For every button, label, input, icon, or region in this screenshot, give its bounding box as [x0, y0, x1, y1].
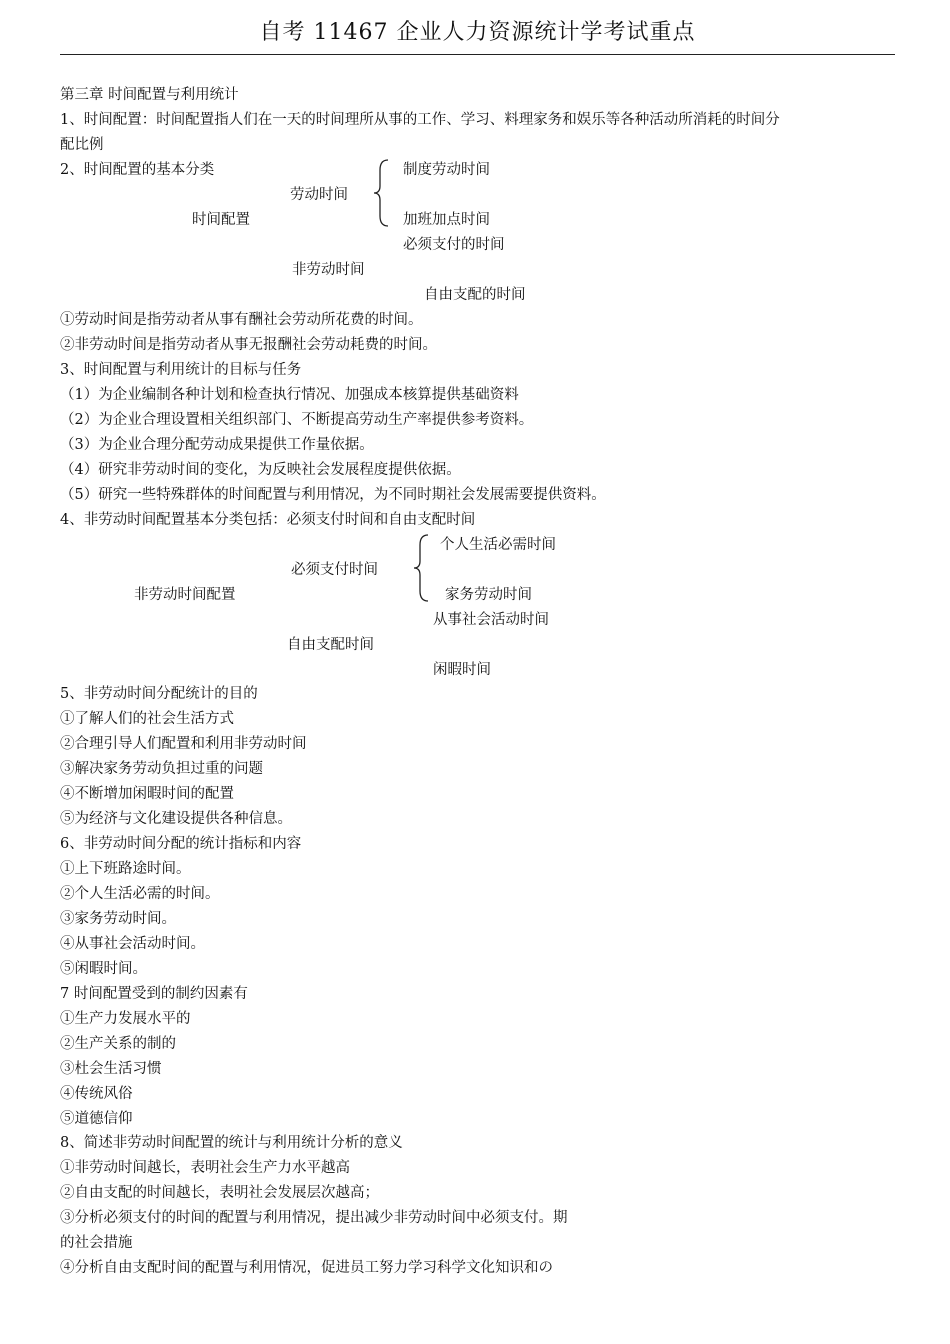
list-item: ②合理引导人们配置和利用非劳动时间	[60, 736, 307, 752]
list-item: （3）为企业合理分配劳动成果提供工作量依据。	[60, 437, 374, 453]
list-item: ②生产关系的制的	[60, 1036, 176, 1052]
chapter-heading: 第三章 时间配置与利用统计	[60, 87, 239, 103]
diagram2-required-household: 家务劳动时间	[445, 587, 532, 603]
diagram1-labor-overtime: 加班加点时间	[403, 212, 490, 228]
list-item: ③解决家务劳动负担过重的问题	[60, 761, 263, 777]
list-item: ①生产力发展水平的	[60, 1011, 191, 1027]
list-item: ④从事社会活动时间。	[60, 936, 205, 952]
diagram1-brace-icon	[372, 158, 392, 228]
diagram1-nonlabor: 非劳动时间	[292, 262, 365, 278]
definition-line-1: 1、时间配置：时间配置指人们在一天的时间理所从事的工作、学习、料理家务和娱乐等各种活动所消耗的时间分	[60, 112, 780, 128]
diagram2-free: 自由支配时间	[287, 637, 374, 653]
page-title: 自考 11467 企业人力资源统计学考试重点	[259, 20, 696, 45]
list-item: ②个人生活必需的时间。	[60, 886, 220, 902]
diagram2-brace-icon	[412, 533, 432, 603]
section-3-heading: 3、时间配置与利用统计的目标与任务	[60, 362, 302, 378]
diagram1-nonlabor-free: 自由支配的时间	[424, 287, 526, 303]
section-2-note-1: ①劳动时间是指劳动者从事有酬社会劳动所花费的时间。	[60, 312, 423, 328]
list-item: ①了解人们的社会生活方式	[60, 711, 234, 727]
list-item: （4）研究非劳动时间的变化，为反映社会发展程度提供依据。	[60, 462, 461, 478]
diagram2-free-social: 从事社会活动时间	[433, 612, 549, 628]
list-item: ④不断增加闲暇时间的配置	[60, 786, 234, 802]
diagram1-nonlabor-required: 必须支付的时间	[403, 237, 505, 253]
list-item: （5）研究一些特殊群体的时间配置与利用情况，为不同时期社会发展需要提供资料。	[60, 487, 606, 503]
list-item: ⑤为经济与文化建设提供各种信息。	[60, 811, 292, 827]
section-6-heading: 6、非劳动时间分配的统计指标和内容	[60, 836, 302, 852]
list-item: ④传统风俗	[60, 1086, 133, 1102]
section-8-heading: 8、简述非劳动时间配置的统计与利用统计分析的意义	[60, 1135, 403, 1151]
definition-line-2: 配比例	[60, 137, 104, 153]
list-item: ②自由支配的时间越长，表明社会发展层次越高；	[60, 1185, 379, 1201]
diagram1-labor: 劳动时间	[290, 187, 348, 203]
diagram2-free-leisure: 闲暇时间	[433, 662, 491, 678]
section-2-note-2: ②非劳动时间是指劳动者从事无报酬社会劳动耗费的时间。	[60, 337, 437, 353]
list-item: ①上下班路途时间。	[60, 861, 191, 877]
section-7-heading: 7 时间配置受到的制约因素有	[60, 986, 248, 1002]
section-4-heading: 4、非劳动时间配置基本分类包括：必须支付时间和自由支配时间	[60, 512, 476, 528]
list-item: ⑤闲暇时间。	[60, 961, 147, 977]
diagram2-required: 必须支付时间	[291, 562, 378, 578]
list-item: ③家务劳动时间。	[60, 911, 176, 927]
list-item: ①非劳动时间越长，表明社会生产力水平越高	[60, 1160, 350, 1176]
list-item: ③分析必须支付的时间的配置与利用情况，提出减少非劳动时间中必须支付。期	[60, 1210, 568, 1226]
list-item: ③杜会生活习惯	[60, 1061, 162, 1077]
list-item: ④分析自由支配时间的配置与利用情况，促进员工努力学习科学文化知识和の	[60, 1260, 553, 1276]
list-item: （2）为企业合理设置相关组织部门、不断提高劳动生产率提供参考资料。	[60, 412, 534, 428]
diagram1-labor-regular: 制度劳动时间	[403, 162, 490, 178]
diagram1-root: 时间配置	[192, 212, 250, 228]
list-item: ⑤道德信仰	[60, 1111, 133, 1127]
list-item: （1）为企业编制各种计划和检查执行情况、加强成本核算提供基础资料	[60, 387, 519, 403]
diagram2-root: 非劳动时间配置	[134, 587, 236, 603]
section-2-heading: 2、时间配置的基本分类	[60, 162, 215, 178]
list-item: 的社会措施	[60, 1235, 133, 1251]
diagram2-required-personal: 个人生活必需时间	[440, 537, 556, 553]
title-underline	[60, 54, 895, 55]
section-5-heading: 5、非劳动时间分配统计的目的	[60, 686, 258, 702]
